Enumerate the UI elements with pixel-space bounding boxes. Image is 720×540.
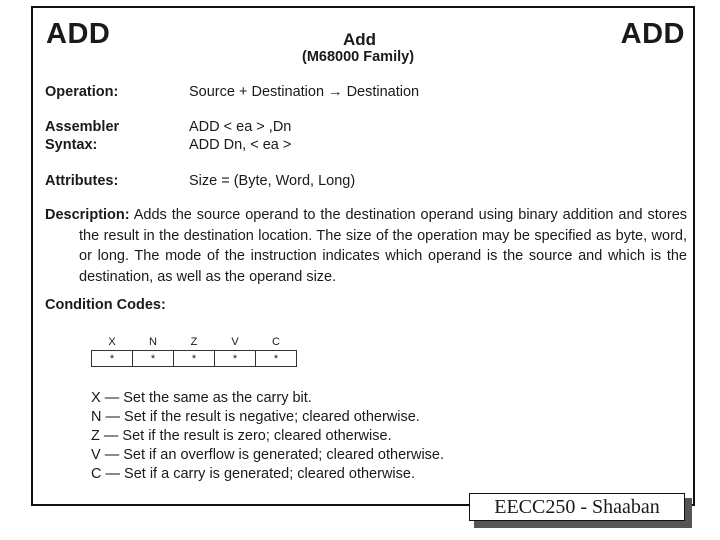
operation-value: Source + Destination → Destination [189, 84, 420, 100]
legend-item-n: N — Set if the result is negative; cleared otherwise. [91, 409, 420, 425]
condition-codes-label: Condition Codes: [45, 297, 166, 313]
legend-item-c: C — Set if a carry is generated; cleared otherwise. [91, 466, 415, 482]
flag-c-value: * [256, 351, 297, 367]
condition-codes-header-row [92, 334, 297, 351]
attributes-value: Size = (Byte, Word, Long) [189, 173, 356, 189]
flag-z-value: * [174, 351, 215, 367]
description-label: Description: [45, 207, 130, 223]
footer-label: EECC250 - Shaaban [469, 493, 685, 521]
syntax-line2: ADD Dn, < ea > [189, 137, 292, 153]
condition-codes-value-row [92, 351, 297, 367]
mnemonic-right: ADD [620, 18, 685, 50]
condition-codes-legend [91, 389, 444, 484]
condition-codes-table [91, 334, 297, 367]
syntax-label-line2: Syntax: [45, 137, 98, 153]
flag-c: C [272, 336, 280, 348]
flag-v-value: * [215, 351, 256, 367]
legend-item-x: X — Set the same as the carry bit. [91, 390, 312, 406]
legend-item-z: Z — Set if the result is zero; cleared otherwise. [91, 428, 392, 444]
page-subtitle: (M68000 Family) [302, 49, 415, 65]
syntax-line1: ADD < ea > ,Dn [189, 119, 292, 135]
flag-x-value: * [92, 351, 133, 367]
description-text: Adds the source operand to the destination operand using binary addition and stores the result in the destination location. The size of the operation may be specified as byte, word, or long. The mode of the instruction indicates which operand is the source and which is the destination, as well as the operand size. [79, 207, 688, 285]
flag-x: X [108, 336, 116, 348]
flag-v: V [231, 336, 239, 348]
page-title: Add [343, 30, 377, 49]
syntax-label-line1: Assembler [45, 119, 120, 135]
flag-n: N [149, 336, 157, 348]
flag-n-value: * [133, 351, 174, 367]
legend-item-v: V — Set if an overflow is generated; cleared otherwise. [91, 447, 445, 463]
flag-z: Z [190, 336, 198, 348]
mnemonic-left: ADD [46, 18, 111, 50]
description-block [45, 205, 687, 287]
operation-label: Operation: [45, 84, 119, 100]
attributes-label: Attributes: [45, 173, 119, 189]
